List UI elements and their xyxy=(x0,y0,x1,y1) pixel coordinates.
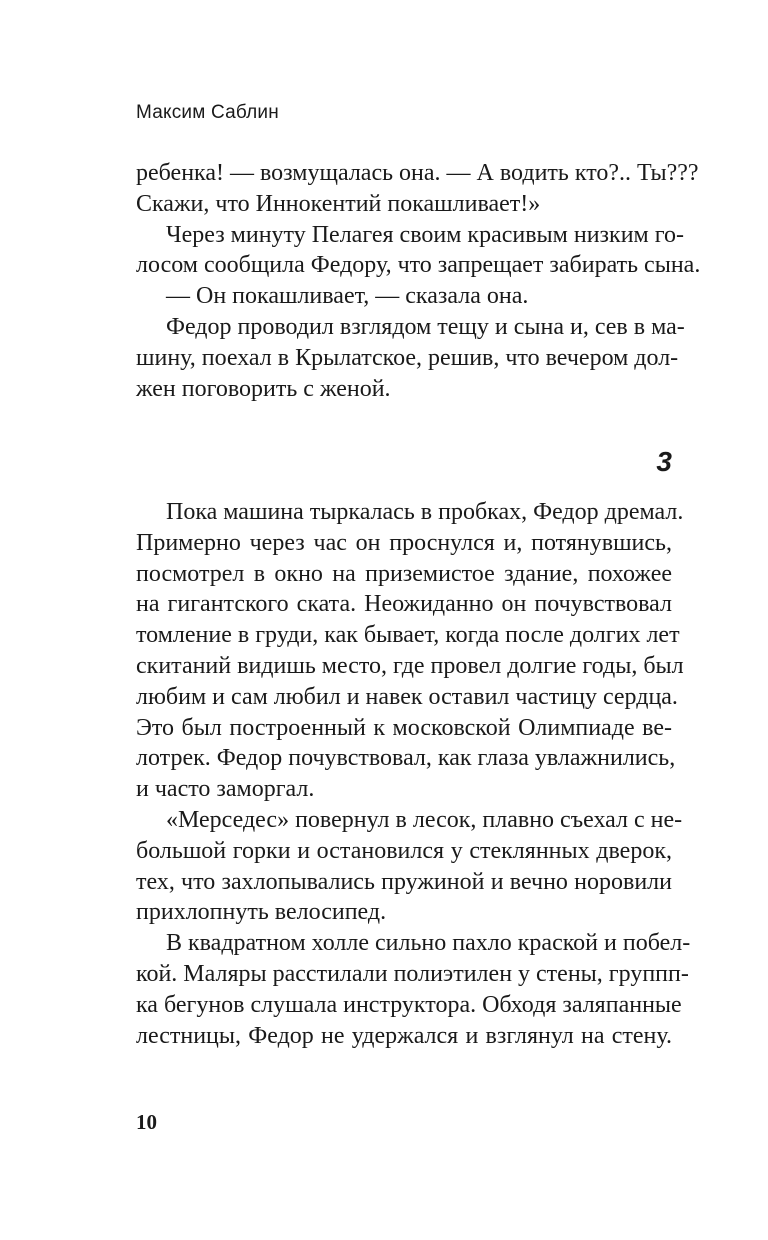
text-line: Пока машина тыркалась в пробках, Федор дремал. xyxy=(166,499,684,525)
text-line: Примерно через час он проснулся и, потянувшись, xyxy=(136,529,672,556)
paragraph xyxy=(136,312,685,404)
text-line: на гигантского ската. Неожиданно он почувствовал xyxy=(136,591,672,618)
paragraph xyxy=(136,928,691,1051)
paragraph xyxy=(136,158,699,220)
paragraph xyxy=(136,805,683,928)
body-text-section-one xyxy=(136,158,701,404)
body-text-section-two xyxy=(136,497,691,1051)
paragraph xyxy=(136,497,684,805)
page-number: 10 xyxy=(136,1110,157,1134)
text-line: любим и сам любил и навек оставил частицу сердца. xyxy=(136,683,678,710)
paragraph xyxy=(136,281,672,312)
text-line: большой горки и остановился у стеклянных дверок, xyxy=(136,837,672,864)
text-line: шину, поехал в Крылатское, решив, что вечером дол- xyxy=(136,344,679,371)
text-line: жен поговорить с женой. xyxy=(136,375,391,402)
text-line: ка бегунов слушала инструктора. Обходя заляпанные xyxy=(136,991,682,1018)
text-line: Через минуту Пелагея своим красивым низким го- xyxy=(166,221,684,248)
text-line: томление в груди, как бывает, когда после долгих лет xyxy=(136,622,680,649)
text-line: прихлопнуть велосипед. xyxy=(136,899,387,926)
text-line: лестницы, Федор не удержался и взглянул на стену. xyxy=(136,1022,672,1049)
text-line: ребенка! — возмущалась она. — А водить кто?.. Ты??? xyxy=(136,160,699,186)
text-line: посмотрел в окно на приземистое здание, похожее xyxy=(136,560,672,587)
text-line: Федор проводил взглядом тещу и сына и, сев в ма- xyxy=(166,313,685,340)
text-line: тех, что захлопывались пружиной и вечно норовили xyxy=(136,868,672,895)
text-line: Скажи, что Иннокентий покашливает!» xyxy=(136,190,541,217)
text-line: скитаний видишь место, где провел долгие годы, был xyxy=(136,652,684,679)
text-line: лотрек. Федор почувствовал, как глаза увлажнились, xyxy=(136,745,676,772)
paragraph xyxy=(136,220,701,282)
text-line: — Он покашливает, — сказала она. xyxy=(166,283,529,310)
text-line: Это был построенный к московской Олимпиаде ве- xyxy=(136,714,672,741)
chapter-number: 3 xyxy=(656,446,672,477)
text-line: В квадратном холле сильно пахло краской и побел- xyxy=(166,930,691,957)
text-line: «Мерседес» повернул в лесок, плавно съехал с не- xyxy=(166,806,683,833)
text-line: лосом сообщила Федору, что запрещает забирать сына. xyxy=(136,252,701,279)
text-line: кой. Маляры расстилали полиэтилен у стены, группп- xyxy=(136,960,689,987)
running-head-author: Максим Саблин xyxy=(136,102,279,123)
text-line: и часто заморгал. xyxy=(136,776,315,803)
